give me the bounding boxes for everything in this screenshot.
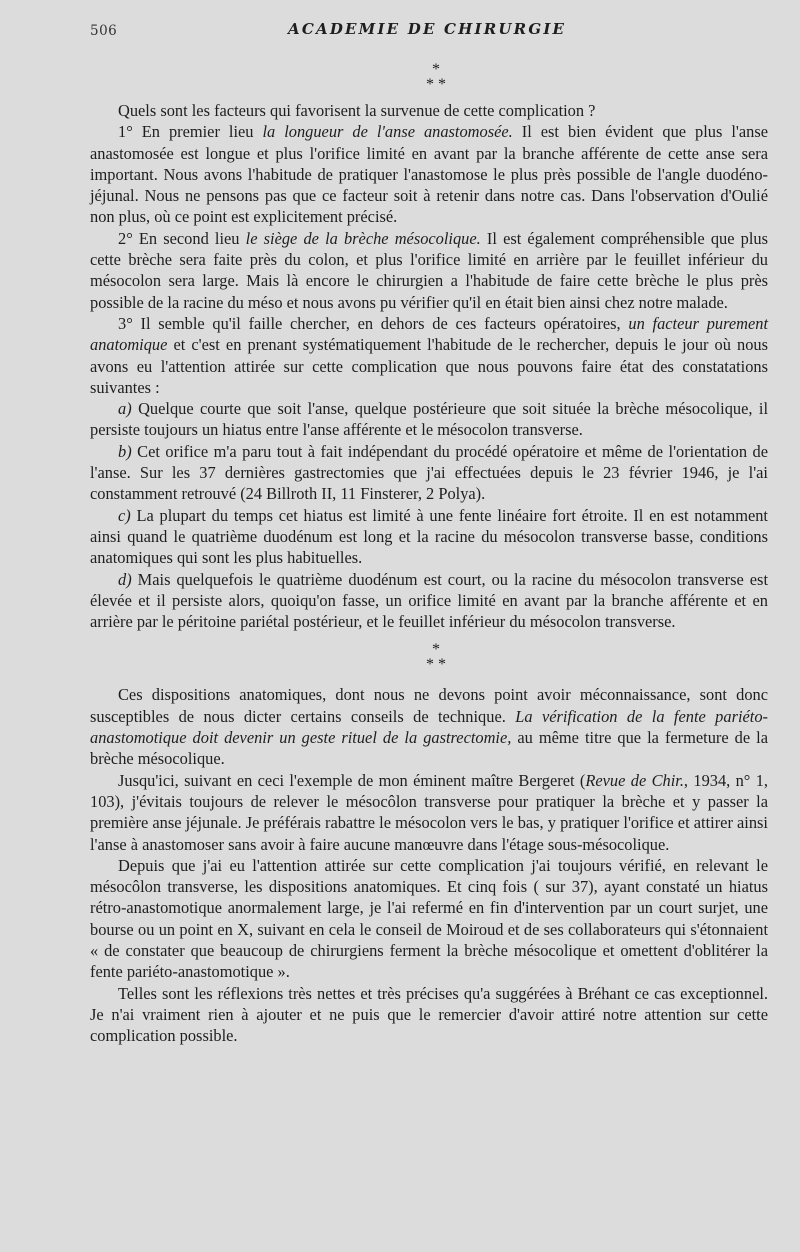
paragraph: Telles sont les réflexions très nettes et très précises qu'a suggérées à Bréhant ce cas exceptionnel. Je n'ai vraiment rien à ajouter et ne puis que le remercier d'avoir attiré notre attention sur cette complication possible. [90, 983, 768, 1046]
paragraph: Depuis que j'ai eu l'attention attirée sur cette complication j'ai toujours vérifié, en relevant le mésocôlon transverse, les dispositions anatomiques. Et cinq fois ( sur 37), ayant constaté un hiatus rétro-anastomotique anormalement large, je l'ai refermé en fin d'intervention par un court surjet, une bourse ou un point en X, suivant en cela le conseil de Moiroud et de ses collaborateurs qui s'étonnaient « de constater que beaucoup de chirurgiens ferment la brèche mésocolique et omettent d'oblitérer la fente pariéto-anastomotique ». [90, 855, 768, 982]
page-header [0, 20, 800, 44]
separator-stars-bottom: * * [426, 656, 446, 674]
paragraph: 3° Il semble qu'il faille chercher, en dehors de ces facteurs opératoires, un facteur purement anatomique et c'est en prenant systématiquement l'habitude de le rechercher, depuis le jour où nous avons eu l'attention attirée sur cette complication que nous pouvons faire état des constatations suivantes : [90, 313, 769, 397]
paragraph: a) Quelque courte que soit l'anse, quelque postérieure que soit située la brèche mésocolique, il persiste toujours un hiatus entre l'anse afférente et le mésocolon transverse. [90, 399, 768, 440]
paragraph: 1° En premier lieu la longueur de l'anse anastomosée. Il est bien évident que plus l'anse anastomosée est longue et plus l'orifice limité en avant par la branche afférente de cette anse sera important. Nous avons l'habitude de pratiquer l'anastomose le plus près possible de l'angle duodéno-jéjunal. Nous ne pensons pas que ce facteur soit à retenir dans notre cas. Dans l'observation d'Oulié non plus, où ce point est explicitement précisé. [90, 122, 769, 227]
article-body [90, 56, 768, 1046]
paragraph: c) La plupart du temps cet hiatus est limité à une fente linéaire fort étroite. Il en est notamment ainsi quand le quatrième duodénum est long et la racine du mésocolon transverse basse, conditions anatomiques qui sont les plus habituelles. [90, 505, 768, 568]
paragraph: d) Mais quelquefois le quatrième duodénum est court, ou la racine du mésocolon transverse est élevée et il persiste alors, quoiqu'on fasse, un orifice limité en avant par la branche afférente et en arrière par le péritoine pariétal postérieur, et le feuillet inférieur du mésocolon transverse. [90, 569, 768, 632]
separator-star-top: * [432, 641, 440, 659]
section-separator [90, 642, 768, 672]
separator-star-top: * [432, 61, 440, 78]
paragraph: Ces dispositions anatomiques, dont nous ne devons point avoir méconnaissance, sont donc susceptibles de nous dicter certains conseils de technique. La vérification de la fente pariéto-anastomotique doit devenir un geste rituel de la gastrectomie, au même titre que la fermeture de la brèche mésocolique. [90, 685, 768, 769]
section-separator [90, 62, 768, 92]
page-number: 506 [90, 23, 118, 39]
running-title: ACADEMIE DE CHIRURGIE [288, 20, 567, 38]
paragraph: b) Cet orifice m'a paru tout à fait indépendant du procédé opératoire et même de l'orientation de l'anse. Sur les 37 dernières gastrectomies que j'ai effectuées depuis le 23 février 1946, je l'ai constamment retrouvé (24 Billroth II, 11 Finsterer, 2 Polya). [90, 441, 768, 504]
paragraph: 2° En second lieu le siège de la brèche mésocolique. Il est également compréhensible que plus cette brèche sera faite près du colon, et plus l'orifice limité en arrière par le feuillet inférieur du mésocolon sera large. Mais là encore le chirurgien a l'habitude de faire cette brèche le plus près possible de la racine du méso et nous avons pu vérifier qu'il en était bien ainsi chez notre malade. [90, 228, 768, 312]
paragraph: Jusqu'ici, suivant en ceci l'exemple de mon éminent maître Bergeret (Revue de Chir., 1934, n° 1, 103), j'évitais toujours de relever le mésocôlon transverse pour pratiquer la brèche et y passer la première anse jéjunale. Je préférais rabattre le mésocolon vers le bas, y pratiquer l'orifice et attirer ainsi l'anse à anastomoser sans avoir à faire aucune manœuvre dans l'étage sous-mésocolique. [90, 770, 768, 854]
separator-stars-bottom: * * [426, 76, 446, 93]
paragraph: Quels sont les facteurs qui favorisent la survenue de cette complication ? [118, 101, 596, 120]
